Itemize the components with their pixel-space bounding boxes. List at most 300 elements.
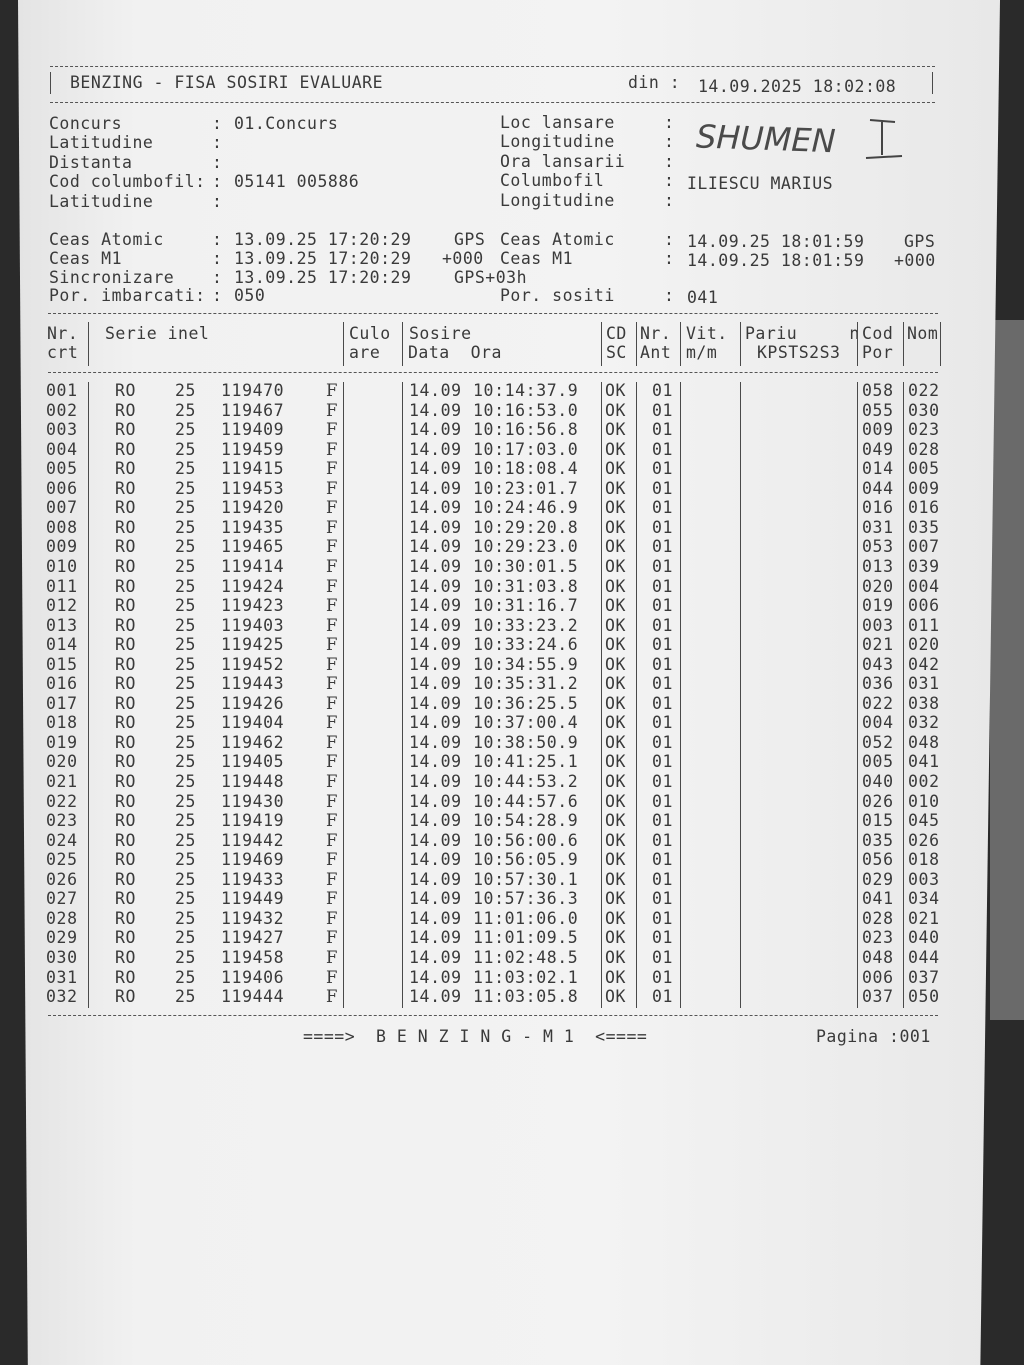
cell-ant: 01 [652,459,674,479]
cell-cod: 003 [862,615,894,635]
cell-year: 25 [175,674,197,694]
info-right-value: ILIESCU MARIUS [687,174,834,193]
cell-ant: 01 [652,654,674,674]
cell-nom: 039 [908,556,940,576]
info-colon: : [664,171,675,190]
cell-date: 14.09 [409,459,462,479]
clock-right-value: 14.09.25 18:01:59 [687,232,865,251]
cell-date: 14.09 [409,967,462,987]
cell-ring: 119432 [221,908,285,928]
cell-time: 10:30:01.5 [473,556,579,576]
cell-nom: 023 [908,420,940,440]
header-column-divider [940,322,941,366]
cell-year: 25 [175,439,197,459]
cell-cod: 029 [862,869,894,889]
clock-right-label: Ceas M1 [500,249,574,268]
cell-ring: 119403 [221,615,285,635]
cell-ring: 119426 [221,693,285,713]
cell-time: 10:33:23.2 [473,615,579,635]
cell-ant: 01 [652,987,674,1007]
cell-cod: 031 [862,517,894,537]
cell-cd: OK [605,869,627,889]
cell-time: 10:31:16.7 [473,596,579,616]
cell-country: RO [115,556,137,576]
cell-cod: 041 [862,889,894,909]
cell-ring: 119453 [221,478,285,498]
column-header-sosire: Data Ora [408,343,502,362]
header-column-divider [857,322,858,366]
cell-cd: OK [605,791,627,811]
cell-ant: 01 [652,400,674,420]
cell-year: 25 [175,381,197,400]
cell-sex: F [326,928,339,948]
cell-cd: OK [605,576,627,596]
cell-nom: 040 [908,928,940,948]
cell-ant: 01 [652,752,674,772]
cell-date: 14.09 [409,732,462,752]
cell-nom: 021 [908,908,940,928]
cell-country: RO [115,908,137,928]
body-column-divider [343,382,344,1008]
header-column-divider [680,322,681,366]
body-column-divider [601,382,602,1008]
cell-nr: 010 [46,556,78,576]
cell-nr: 019 [46,732,78,752]
cell-nom: 028 [908,439,940,459]
cell-date: 14.09 [409,928,462,948]
cell-ant: 01 [652,811,674,831]
clock-colon: : [664,249,675,268]
clock-left-value: 13.09.25 17:20:29 [234,230,412,249]
clock-right-label: Ceas Atomic [500,230,615,249]
cell-nr: 006 [46,478,78,498]
cell-cod: 009 [862,420,894,440]
cell-cd: OK [605,752,627,772]
cell-nom: 004 [908,576,940,596]
cell-ring: 119449 [221,889,285,909]
cell-time: 10:44:53.2 [473,772,579,791]
cell-ring: 119452 [221,654,285,674]
cell-nr: 026 [46,869,78,889]
cell-country: RO [115,889,137,909]
info-right-label: Columbofil [500,171,605,190]
cell-country: RO [115,693,137,713]
cell-date: 14.09 [409,869,462,889]
cell-date: 14.09 [409,654,462,674]
cell-ring: 119427 [221,928,285,948]
cell-country: RO [115,537,137,557]
clock-colon: : [664,286,675,305]
cell-country: RO [115,752,137,772]
cell-sex: F [326,459,339,479]
cell-date: 14.09 [409,556,462,576]
cell-ring: 119458 [221,947,285,967]
cell-cd: OK [605,908,627,928]
cell-cod: 026 [862,791,894,811]
cell-cod: 005 [862,752,894,772]
table-top-border [48,313,938,314]
cell-sex: F [326,830,339,850]
cell-nr: 027 [46,889,78,909]
cell-cod: 053 [862,537,894,557]
cell-ring: 119415 [221,459,285,479]
clock-left-value: 13.09.25 17:20:29 [234,268,412,287]
cell-country: RO [115,576,137,596]
cell-year: 25 [175,420,197,440]
cell-cd: OK [605,987,627,1007]
cell-sex: F [326,478,339,498]
cell-time: 10:36:25.5 [473,693,579,713]
cell-time: 10:57:30.1 [473,869,579,889]
cell-date: 14.09 [409,400,462,420]
info-colon: : [664,152,675,171]
cell-ring: 119467 [221,400,285,420]
cell-year: 25 [175,615,197,635]
header-column-divider [740,322,741,366]
cell-nr: 002 [46,400,78,420]
info-left-label: Cod columbofil: [49,172,206,191]
cell-country: RO [115,850,137,870]
cell-cod: 023 [862,928,894,948]
cell-ant: 01 [652,693,674,713]
cell-country: RO [115,947,137,967]
cell-year: 25 [175,791,197,811]
column-header-cd-sc: CD [606,324,627,343]
cell-sex: F [326,596,339,616]
info-colon: : [664,191,675,210]
cell-ant: 01 [652,791,674,811]
top-border [50,66,935,67]
clock-left-label: Ceas Atomic [49,230,164,249]
cell-sex: F [326,654,339,674]
clock-left-suffix: +000 [442,249,484,268]
cell-nom: 022 [908,381,940,400]
cell-nr: 005 [46,459,78,479]
body-column-divider [740,382,741,1008]
cell-cd: OK [605,498,627,518]
cell-nr: 015 [46,654,78,674]
cell-cd: OK [605,459,627,479]
info-colon: : [212,114,223,133]
cell-date: 14.09 [409,772,462,791]
cell-cod: 049 [862,439,894,459]
cell-date: 14.09 [409,713,462,733]
clock-left-label: Sincronizare [49,268,175,287]
info-left-label: Distanta [49,153,133,172]
cell-nom: 016 [908,498,940,518]
cell-nom: 009 [908,478,940,498]
cell-country: RO [115,674,137,694]
cell-date: 14.09 [409,498,462,518]
cell-year: 25 [175,811,197,831]
cell-time: 11:03:05.8 [473,987,579,1007]
info-colon: : [212,192,223,211]
cell-ring: 119406 [221,967,285,987]
cell-nr: 028 [46,908,78,928]
info-colon: : [212,133,223,152]
cell-nom: 006 [908,596,940,616]
info-right-label: Ora lansarii [500,152,626,171]
cell-time: 10:14:37.9 [473,381,579,400]
cell-sex: F [326,713,339,733]
cell-country: RO [115,830,137,850]
cell-ant: 01 [652,674,674,694]
cell-date: 14.09 [409,752,462,772]
clock-right-suffix: +000 [894,251,936,270]
cell-cd: OK [605,478,627,498]
cell-cod: 055 [862,400,894,420]
cell-cd: OK [605,967,627,987]
cell-cd: OK [605,596,627,616]
cell-nr: 003 [46,420,78,440]
cell-ant: 01 [652,517,674,537]
cell-ant: 01 [652,889,674,909]
cell-nr: 016 [46,674,78,694]
cell-sex: F [326,947,339,967]
background-edge [990,320,1024,1020]
header-column-divider [343,322,344,366]
cell-cod: 004 [862,713,894,733]
cell-cd: OK [605,713,627,733]
clock-left-value: 050 [234,286,266,305]
cell-ant: 01 [652,967,674,987]
body-column-divider [636,382,637,1008]
cell-time: 10:29:23.0 [473,537,579,557]
info-colon: : [664,132,675,151]
cell-country: RO [115,381,137,400]
clock-left-label: Por. imbarcati: [49,286,206,305]
cell-sex: F [326,869,339,889]
cell-year: 25 [175,928,197,948]
info-left-value: 05141 005886 [234,172,360,191]
cell-time: 10:35:31.2 [473,674,579,694]
cell-date: 14.09 [409,674,462,694]
cell-time: 10:29:20.8 [473,517,579,537]
cell-ring: 119430 [221,791,285,811]
cell-year: 25 [175,732,197,752]
cell-ring: 119442 [221,830,285,850]
column-header-nr-ant: Nr. [640,324,672,343]
info-right-label: Longitudine [500,191,615,210]
header-column-divider [903,322,904,366]
cell-sex: F [326,987,339,1007]
clock-right-label: Por. sositi [500,286,615,305]
cell-cod: 016 [862,498,894,518]
body-column-divider [680,382,681,1008]
cell-sex: F [326,811,339,831]
cell-cd: OK [605,850,627,870]
cell-date: 14.09 [409,850,462,870]
cell-country: RO [115,635,137,655]
cell-ring: 119419 [221,811,285,831]
cell-year: 25 [175,537,197,557]
cell-nom: 010 [908,791,940,811]
cell-sex: F [326,498,339,518]
info-right-label: Longitudine [500,132,615,151]
cell-sex: F [326,752,339,772]
column-header-sosire: Sosire [409,324,472,343]
cell-nr: 004 [46,439,78,459]
cell-year: 25 [175,752,197,772]
cell-ant: 01 [652,713,674,733]
cell-ring: 119414 [221,556,285,576]
info-colon: : [212,172,223,191]
cell-date: 14.09 [409,420,462,440]
cell-country: RO [115,498,137,518]
title-left-bar [50,72,51,94]
cell-cd: OK [605,928,627,948]
cell-date: 14.09 [409,635,462,655]
cell-year: 25 [175,947,197,967]
column-header-nom: Nom [907,324,939,343]
cell-ant: 01 [652,381,674,400]
cell-nom: 035 [908,517,940,537]
cell-nom: 011 [908,615,940,635]
cell-ring: 119470 [221,381,285,400]
cell-sex: F [326,420,339,440]
cell-cd: OK [605,693,627,713]
body-column-divider [88,382,89,1008]
cell-time: 10:23:01.7 [473,478,579,498]
cell-nr: 032 [46,987,78,1007]
cell-country: RO [115,732,137,752]
cell-ring: 119420 [221,498,285,518]
cell-country: RO [115,654,137,674]
cell-ring: 119459 [221,439,285,459]
cell-ant: 01 [652,596,674,616]
cell-cd: OK [605,732,627,752]
body-column-divider [857,382,858,1008]
cell-year: 25 [175,517,197,537]
cell-sex: F [326,889,339,909]
cell-sex: F [326,772,339,791]
cell-ant: 01 [652,869,674,889]
cell-nom: 031 [908,674,940,694]
cell-nr: 022 [46,791,78,811]
cell-cod: 048 [862,947,894,967]
cell-nom: 044 [908,947,940,967]
cell-cod: 019 [862,596,894,616]
header-column-divider [636,322,637,366]
cell-year: 25 [175,498,197,518]
cell-nom: 003 [908,869,940,889]
cell-date: 14.09 [409,830,462,850]
cell-time: 10:44:57.6 [473,791,579,811]
cell-sex: F [326,556,339,576]
header-column-divider [402,322,403,366]
cell-date: 14.09 [409,517,462,537]
clock-right-value: 14.09.25 18:01:59 [687,251,865,270]
cell-nom: 041 [908,752,940,772]
cell-date: 14.09 [409,889,462,909]
cell-cod: 044 [862,478,894,498]
cell-cod: 052 [862,732,894,752]
cell-nr: 012 [46,596,78,616]
cell-country: RO [115,772,137,791]
cell-nr: 007 [46,498,78,518]
cell-sex: F [326,693,339,713]
cell-nom: 005 [908,459,940,479]
cell-nom: 038 [908,693,940,713]
cell-country: RO [115,791,137,811]
column-header-nr-ant: Ant [640,343,672,362]
cell-year: 25 [175,908,197,928]
cell-time: 10:16:53.0 [473,400,579,420]
cell-nr: 013 [46,615,78,635]
clock-colon: : [212,286,223,305]
cell-cod: 021 [862,635,894,655]
cell-ant: 01 [652,772,674,791]
cell-cod: 056 [862,850,894,870]
cell-time: 10:54:28.9 [473,811,579,831]
column-header-vit: m/m [686,343,718,362]
clock-colon: : [212,230,223,249]
cell-country: RO [115,987,137,1007]
header-column-divider [601,322,602,366]
cell-date: 14.09 [409,791,462,811]
cell-year: 25 [175,635,197,655]
handwritten-place: SHUMEN [695,117,837,161]
cell-date: 14.09 [409,693,462,713]
cell-year: 25 [175,850,197,870]
cell-year: 25 [175,889,197,909]
column-header-culoare: are [349,343,381,362]
cell-country: RO [115,713,137,733]
cell-ant: 01 [652,732,674,752]
cell-ant: 01 [652,947,674,967]
cell-country: RO [115,615,137,635]
cell-country: RO [115,439,137,459]
column-header-cod-por: Cod [862,324,894,343]
cell-cd: OK [605,635,627,655]
cell-time: 11:02:48.5 [473,947,579,967]
cell-ring: 119405 [221,752,285,772]
date-label: din : [628,73,681,92]
cell-time: 10:56:00.6 [473,830,579,850]
cell-sex: F [326,967,339,987]
report-datetime: 14.09.2025 18:02:08 [698,77,897,96]
cell-time: 10:57:36.3 [473,889,579,909]
clock-left-suffix: GPS [454,230,486,249]
cell-ring: 119423 [221,596,285,616]
cell-nr: 008 [46,517,78,537]
column-header-nr-crt: Nr. [47,324,79,343]
cell-date: 14.09 [409,596,462,616]
cell-year: 25 [175,869,197,889]
clock-colon: : [212,249,223,268]
column-header-culoare: Culo [349,324,391,343]
cell-nom: 018 [908,850,940,870]
cell-date: 14.09 [409,439,462,459]
cell-nr: 024 [46,830,78,850]
cell-cd: OK [605,811,627,831]
cell-date: 14.09 [409,947,462,967]
clock-right-value: 041 [687,288,719,307]
cell-year: 25 [175,556,197,576]
cell-nom: 002 [908,772,940,791]
cell-nr: 001 [46,381,78,400]
cell-time: 10:38:50.9 [473,732,579,752]
cell-cd: OK [605,556,627,576]
cell-cd: OK [605,537,627,557]
cell-nr: 021 [46,772,78,791]
cell-time: 11:03:02.1 [473,967,579,987]
cell-ring: 119435 [221,517,285,537]
cell-cd: OK [605,400,627,420]
cell-sex: F [326,615,339,635]
cell-time: 11:01:06.0 [473,908,579,928]
cell-cd: OK [605,615,627,635]
